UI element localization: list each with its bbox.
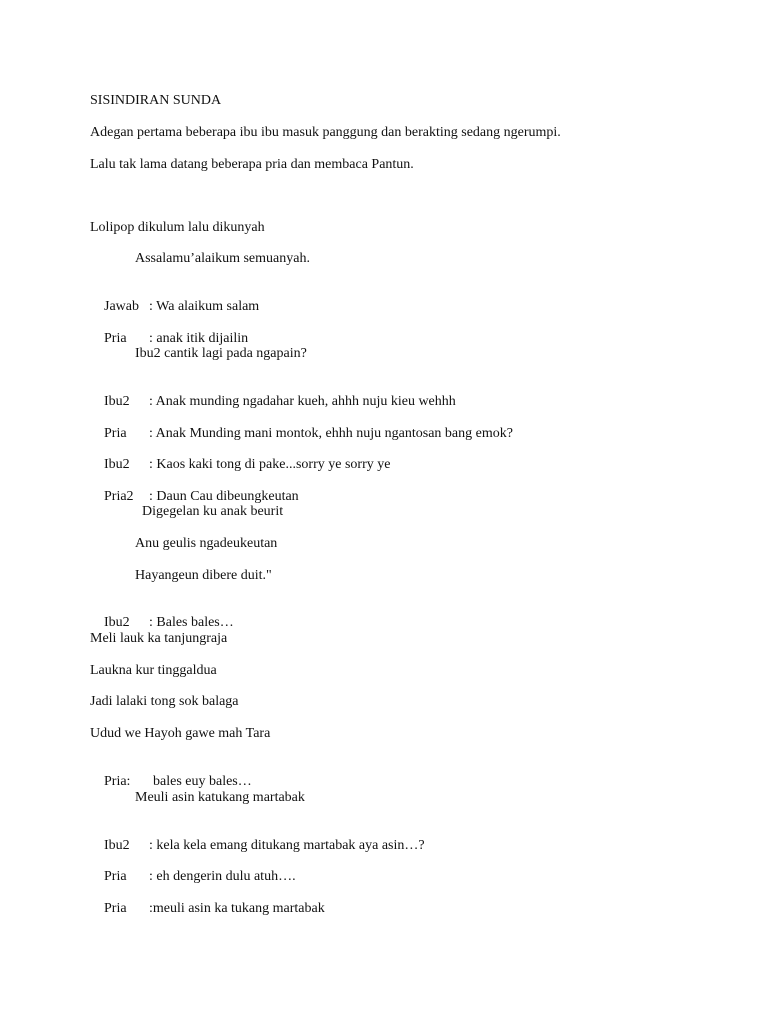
dialogue-text: : Anak munding ngadahar kueh, ahhh nuju kieu wehhh bbox=[149, 394, 456, 409]
speaker-label: Pria: bbox=[104, 774, 131, 789]
pantun-line: Udud we Hayoh gawe mah Tara bbox=[90, 726, 271, 741]
dialogue-text: bales euy bales… bbox=[153, 774, 252, 789]
pantun-line: Meuli asin katukang martabak bbox=[135, 790, 305, 805]
speaker-label: Pria bbox=[104, 426, 127, 441]
dialogue-text: : Wa alaikum salam bbox=[149, 299, 260, 314]
dialogue-text: : Anak Munding mani montok, ehhh nuju ngantosan bang emok? bbox=[149, 426, 513, 441]
speaker-label: Jawab bbox=[104, 299, 139, 314]
pantun-line: Jadi lalaki tong sok balaga bbox=[90, 694, 239, 709]
pantun-line: Digegelan ku anak beurit bbox=[142, 504, 284, 519]
pantun-line: Hayangeun dibere duit." bbox=[135, 568, 272, 583]
intro-paragraph: Adegan pertama beberapa ibu ibu masuk panggung dan berakting sedang ngerumpi. bbox=[90, 125, 561, 140]
dialogue-text: : Bales bales… bbox=[149, 615, 234, 630]
speaker-label: Ibu2 bbox=[104, 615, 130, 630]
pantun-line: Anu geulis ngadeukeutan bbox=[135, 536, 278, 551]
speaker-label: Ibu2 bbox=[104, 394, 130, 409]
dialogue-text: : anak itik dijailin bbox=[149, 331, 249, 346]
pantun-line: Assalamu’alaikum semuanyah. bbox=[135, 251, 310, 266]
speaker-label: Ibu2 bbox=[104, 838, 130, 853]
dialogue-text: : kela kela emang ditukang martabak aya asin…? bbox=[149, 838, 425, 853]
pantun-line: Laukna kur tinggaldua bbox=[90, 663, 217, 678]
pantun-line: Meli lauk ka tanjungraja bbox=[90, 631, 228, 646]
speaker-label: Pria bbox=[104, 331, 127, 346]
dialogue-text: :meuli asin ka tukang martabak bbox=[149, 901, 325, 916]
dialogue-line bbox=[90, 885, 325, 933]
dialogue-text: : Kaos kaki tong di pake...sorry ye sorry ye bbox=[149, 457, 391, 472]
document-title: SISINDIRAN SUNDA bbox=[90, 93, 222, 108]
dialogue-text: : eh dengerin dulu atuh…. bbox=[149, 869, 296, 884]
pantun-line: Ibu2 cantik lagi pada ngapain? bbox=[135, 346, 307, 361]
dialogue-text: : Daun Cau dibeungkeutan bbox=[149, 489, 299, 504]
speaker-label: Ibu2 bbox=[104, 457, 130, 472]
intro-paragraph: Lalu tak lama datang beberapa pria dan membaca Pantun. bbox=[90, 157, 414, 172]
speaker-label: Pria2 bbox=[104, 489, 134, 504]
speaker-label: Pria bbox=[104, 901, 127, 916]
pantun-line: Lolipop dikulum lalu dikunyah bbox=[90, 220, 265, 235]
speaker-label: Pria bbox=[104, 869, 127, 884]
